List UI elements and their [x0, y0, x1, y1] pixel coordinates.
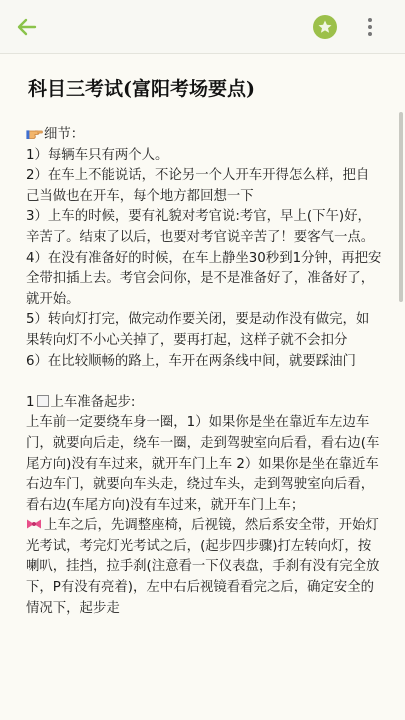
detail-line-5: 5）转向灯打完，做完动作要关闭，要是动作没有做完，如果转向灯不小心关掉了，要再打起，这样子就不会扣分 [26, 312, 370, 348]
note-title: 科目三考试(富阳考场要点) [28, 78, 255, 100]
section-header-text: 细节： [44, 127, 85, 142]
section-number: 1 [26, 394, 35, 410]
detail-line-1: 1）每辆车只有两个人。 [26, 147, 169, 163]
detail-line-3: 3）上车的时候，要有礼貌对考官说:考官，早上(下午)好，辛苦了。结束了以后，也要对考官说辛苦了！要客气一点。 [26, 209, 375, 245]
section-header-details [26, 125, 382, 146]
scrollbar[interactable] [399, 112, 403, 302]
ribbon-bow-icon [26, 518, 42, 530]
detail-line-6: 6）在比较顺畅的路上，车开在两条线中间，就要踩油门 [26, 353, 356, 369]
section-header-start [26, 393, 382, 414]
back-button[interactable] [12, 12, 42, 42]
section-header-text: 上车准备起步: [50, 394, 136, 410]
after-boarding-paragraph [26, 516, 382, 619]
more-options-button[interactable] [358, 13, 382, 41]
after-boarding-text: 上车之后，先调整座椅，后视镜，然后系安全带，开始灯光考试，考完灯光考试之后，(起步四步骤)打左转向灯，按喇叭，挂挡，拉手刹(注意看一下仪表盘，手刹有没有完全放下，P有没有亮着)，左中右后视镜看看完之后，确定安全的情况下，起步走 [26, 518, 380, 616]
checkbox-icon [37, 395, 49, 407]
pointing-hand-icon [26, 126, 43, 140]
favorite-button[interactable] [313, 15, 337, 39]
app-toolbar [0, 0, 405, 54]
start-paragraph: 上车前一定要绕车身一圈，1）如果你是坐在靠近车左边车门，就要向后走，绕车一圈，走到驾驶室向后看，看右边(车尾方向)没有车过来，就开车门上车 2）如果你是坐在靠近车右边车门，就要向车头走，绕过车头，走到驾驶室向后看，看右边(车尾方向)没有车过来，就开车门上车； [26, 415, 380, 513]
paragraph-gap [26, 372, 382, 393]
note-body[interactable] [26, 125, 382, 619]
more-vertical-icon [367, 17, 373, 37]
detail-line-4: 4）在没有准备好的时候，在车上静坐30秒到1分钟，再把安全带扣插上去。考官会问你，是不是准备好了，准备好了，就开始。 [26, 250, 382, 307]
star-icon [317, 19, 333, 35]
detail-line-2: 2）在车上不能说话，不论另一个人开车开得怎么样，把自己当做也在开车，每个地方都回想一下 [26, 168, 370, 204]
arrow-left-icon [16, 16, 38, 38]
